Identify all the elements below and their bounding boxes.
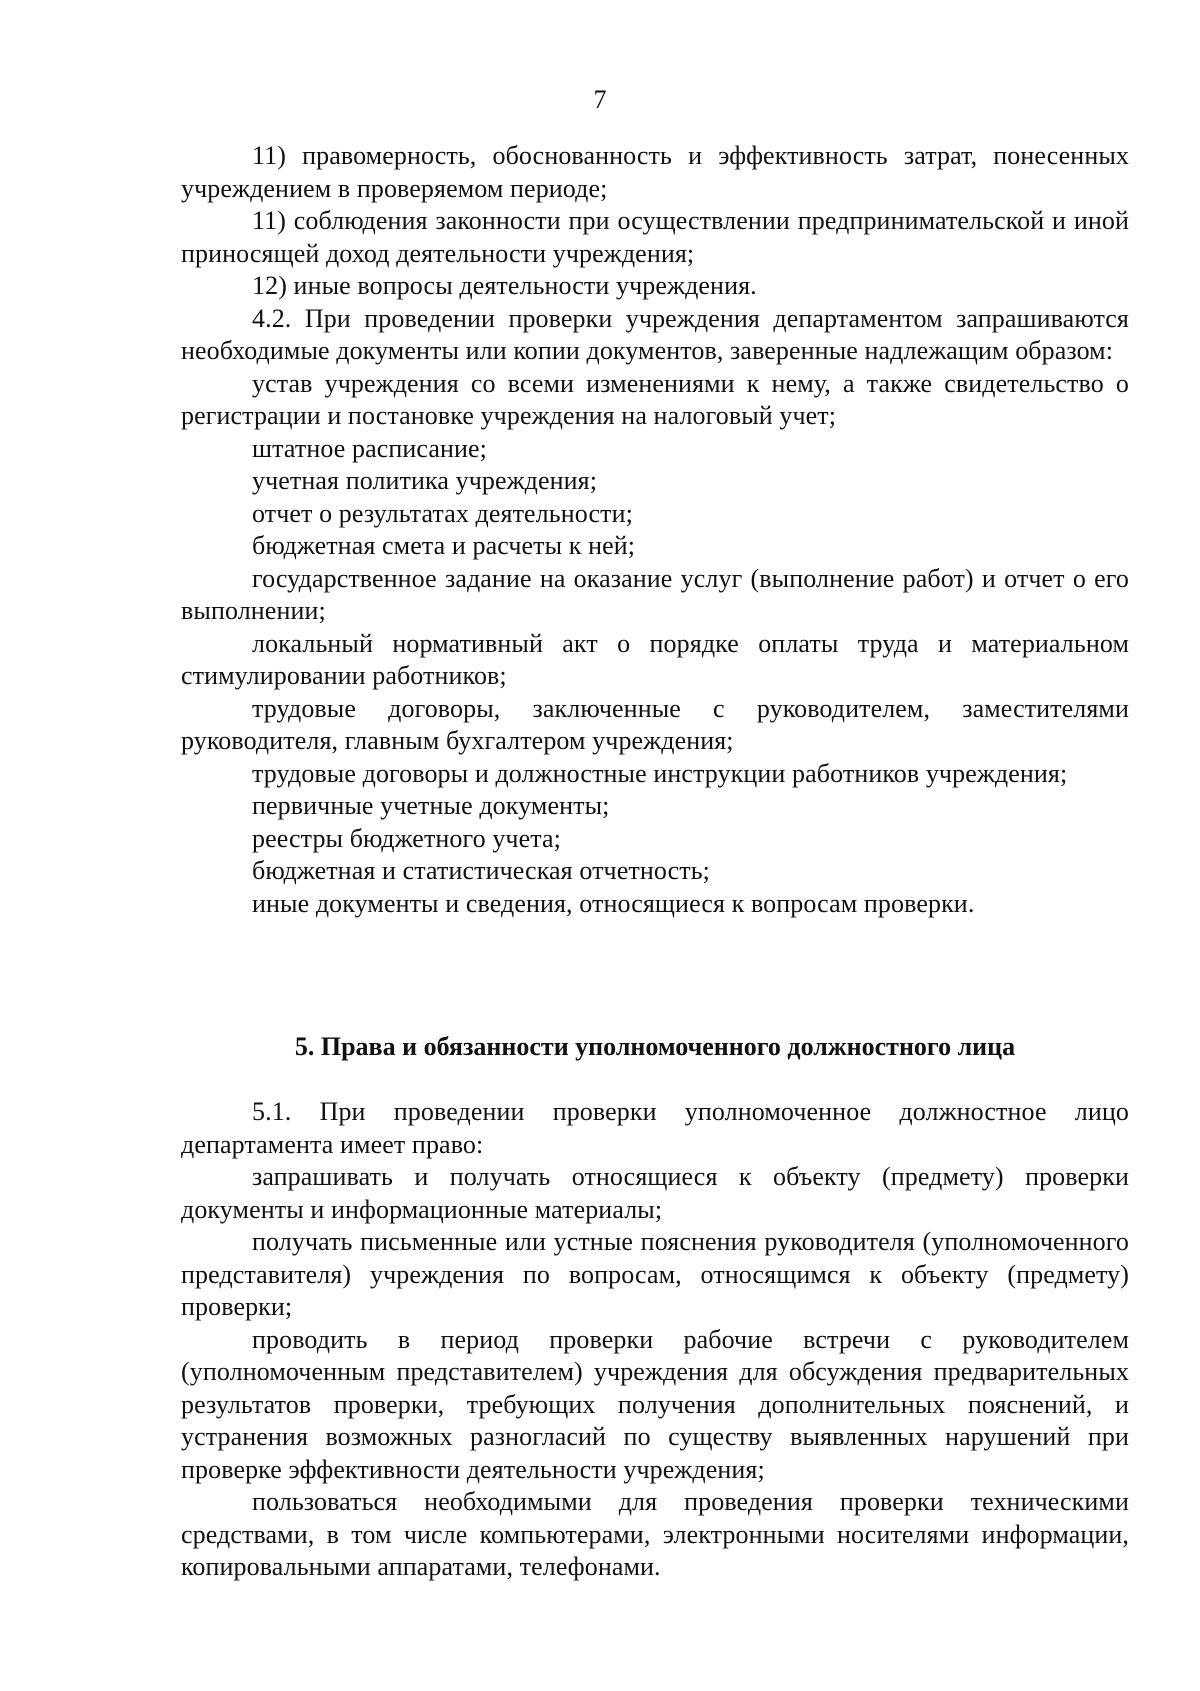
list-item-reporting: бюджетная и статистическая отчетность; [252,856,710,885]
list-item-charter: устав учреждения со всеми изменениями к нему, а также свидетельство о регистрации и постановке учреждения на налоговый учет; [181,368,1129,430]
paragraph-4-2: 4.2. При проведении проверки учреждения департаментом запрашиваются необходимые документы или копии документов, заверенные надлежащим образом: [181,303,1129,365]
paragraph-item-11-legality: 11) соблюдения законности при осуществлении предпринимательской и иной приносящей доход деятельности учреждения; [181,206,1129,268]
list-item-activity-report: отчет о результатах деятельности; [252,498,633,528]
paragraph-item-12-other: 12) иные вопросы деятельности учреждения. [252,271,757,300]
page-number: 7 [593,85,607,114]
list-item-working-meetings: проводить в период проверки рабочие встречи с руководителем (уполномоченным представителем) учреждения для обсуждения предварительных результатов проверки, требующих получения дополнительных пояснений, и устранения возможных разногласий по существу выявленных нарушений при проверке эффективности деятельности учреждения; [181,1324,1129,1484]
list-item-staff-schedule: штатное расписание; [252,433,487,463]
list-item-state-assignment: государственное задание на оказание услуг (выполнение работ) и отчет о его выполнении; [181,563,1129,625]
document-body-upper [181,140,1129,920]
paragraph-5-1: 5.1. При проведении проверки уполномоченное должностное лицо департамента имеет право: [181,1097,1129,1159]
document-body-lower [181,1096,1129,1584]
paragraph-item-11-costs: 11) правомерность, обоснованность и эффективность затрат, понесенных учреждением в проверяемом периоде; [181,141,1129,203]
list-item-request-documents: запрашивать и получать относящиеся к объекту (предмету) проверки документы и информационные материалы; [181,1162,1129,1224]
list-item-primary-documents: первичные учетные документы; [252,791,610,820]
list-item-accounting-policy: учетная политика учреждения; [252,466,598,495]
list-item-management-contracts: трудовые договоры, заключенные с руководителем, заместителями руководителя, главным бухгалтером учреждения; [181,693,1129,755]
list-item-accounting-registers: реестры бюджетного учета; [252,823,561,853]
list-item-other-documents: иные документы и сведения, относящиеся к вопросам проверки. [252,888,975,918]
section-heading: 5. Права и обязанности уполномоченного должностного лица [294,1032,1016,1061]
list-item-budget-estimate: бюджетная смета и расчеты к ней; [252,531,636,560]
list-item-receive-explanations: получать письменные или устные пояснения руководителя (уполномоченного представителя) учреждения по вопросам, относящимся к объекту (предмету) проверки; [181,1227,1129,1321]
list-item-employee-contracts: трудовые договоры и должностные инструкции работников учреждения; [252,758,1068,788]
list-item-technical-means: пользоваться необходимыми для проведения проверки техническими средствами, в том числе компьютерами, электронными носителями информации, копировальными аппаратами, телефонами. [181,1487,1129,1581]
list-item-pay-regulation: локальный нормативный акт о порядке оплаты труда и материальном стимулировании работников; [181,628,1129,690]
